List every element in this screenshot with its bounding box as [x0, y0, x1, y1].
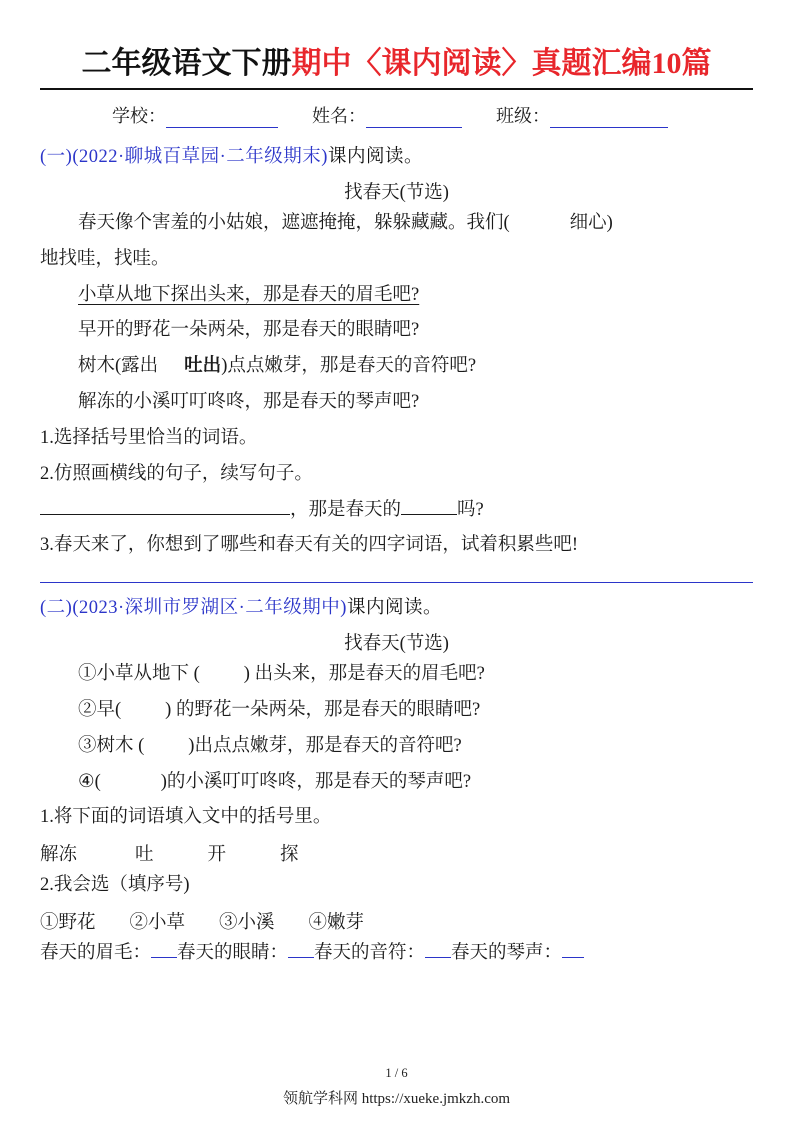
- section-2-answer-row: [40, 938, 753, 964]
- answer-label-4: 春天的琴声：: [451, 943, 563, 963]
- section-2-options: [40, 908, 753, 934]
- section-2-question-2: 2.我会选（填序号): [40, 875, 190, 896]
- section-2-passage-title: 找春天(节选): [344, 634, 449, 655]
- answer-label-2: 春天的眼睛：: [177, 943, 289, 963]
- answer-blank-3[interactable]: [425, 943, 451, 958]
- section-2-line-1: [40, 659, 753, 691]
- class-input-line[interactable]: [550, 113, 668, 128]
- title-part-red: 期中〈课内阅读〉真题汇编10篇: [291, 47, 712, 80]
- section-2-source: (二)(2023·深圳市罗湖区·二年级期中): [40, 598, 347, 619]
- section-2-line-3: [40, 731, 753, 763]
- page-title: [40, 38, 753, 82]
- s1-q2-text-b: 吗?: [457, 499, 484, 520]
- section-1-source: (一)(2022·聊城百草园·二年级期末): [40, 147, 328, 167]
- section-divider: [40, 582, 753, 583]
- section-2-question-1: 1.将下面的词语填入文中的括号里。: [40, 807, 332, 828]
- s2-l1-text-b: ) 出头来，那是春天的眉毛吧?: [243, 664, 485, 685]
- s1-underlined-sentence: 小草从地下探出头来，那是春天的眉毛吧?: [78, 284, 420, 305]
- page-footer: [0, 1066, 793, 1108]
- word-bank-item-1: 解冻: [40, 845, 78, 866]
- section-1-question-1: 1.选择括号里恰当的词语。: [40, 427, 258, 448]
- answer-item-2: [177, 943, 314, 963]
- section-1-paragraph-2: 地找哇，找哇。: [40, 248, 170, 269]
- section-1-sentence-2: 早开的野花一朵两朵，那是春天的眼睛吧?: [78, 320, 420, 341]
- option-4: ④嫩芽: [308, 913, 365, 933]
- s1-q2-text-a: ，那是春天的: [290, 499, 402, 520]
- section-1-question-2: 2.仿照画横线的句子，续写句子。: [40, 463, 313, 484]
- s2-l1-text-a: ①小草从地下 (: [78, 664, 200, 685]
- answer-blank-1[interactable]: [151, 943, 177, 958]
- section-2-type: 课内阅读。: [346, 598, 442, 619]
- answer-blank-2[interactable]: [288, 943, 314, 958]
- section-2-line-2: [40, 695, 753, 727]
- class-field: [496, 102, 668, 128]
- s2-l2-text-b: ) 的野花一朵两朵，那是春天的眼睛吧?: [165, 699, 481, 720]
- option-3: ③小溪: [219, 913, 275, 933]
- section-2-word-bank: [40, 840, 753, 866]
- school-input-line[interactable]: [166, 113, 278, 128]
- section-1-question-2-answer-line: [40, 495, 753, 527]
- section-1-type: 课内阅读。: [327, 147, 423, 167]
- section-1-sentence-3: [40, 351, 753, 383]
- option-1: ①野花: [40, 913, 96, 933]
- section-2-heading: [40, 593, 753, 619]
- footer-site: 领航学科网 https://xueke.jmkzh.com: [282, 1091, 511, 1107]
- s1-s3-text-b: 吐出: [184, 356, 222, 377]
- s2-l3-text-b: )出点点嫩芽，那是春天的音符吧?: [188, 735, 462, 756]
- s2-l4-text-a: ④(: [78, 771, 101, 792]
- class-label: 班级：: [496, 106, 550, 126]
- section-1-passage-title: 找春天(节选): [344, 183, 449, 203]
- answer-item-4: [451, 943, 584, 963]
- page-number: 1 / 6: [385, 1066, 408, 1080]
- section-1-question-3: 3.春天来了，你想到了哪些和春天有关的四字词语，试着积累些吧!: [40, 535, 579, 556]
- school-label: 学校：: [112, 106, 166, 126]
- name-field: [312, 102, 496, 128]
- school-field: [112, 102, 312, 128]
- name-label: 姓名：: [312, 106, 366, 126]
- s1-q2-blank-long[interactable]: [40, 499, 290, 515]
- student-info-row: [40, 102, 753, 128]
- word-bank-item-2: 吐: [135, 845, 154, 866]
- s2-l2-text-a: ②早(: [78, 699, 122, 720]
- word-bank-item-3: 开: [207, 845, 227, 866]
- s2-l3-text-a: ③树木 (: [78, 735, 145, 756]
- option-2: ②小草: [129, 913, 186, 933]
- answer-label-3: 春天的音符：: [314, 943, 426, 963]
- answer-label-1: 春天的眉毛：: [40, 943, 152, 963]
- title-part-black: 二年级语文下册: [81, 47, 292, 80]
- s1-p1-text-a: 春天像个害羞的小姑娘，遮遮掩掩，躲躲藏藏。我们(: [78, 213, 510, 233]
- name-input-line[interactable]: [366, 113, 462, 128]
- s2-l4-text-b: )的小溪叮叮咚咚，那是春天的琴声吧?: [160, 771, 472, 792]
- section-1-sentence-4: 解冻的小溪叮叮咚咚，那是春天的琴声吧?: [78, 392, 420, 413]
- word-bank-item-4: 探: [280, 845, 299, 866]
- section-1-sentence-1: [40, 280, 753, 312]
- title-divider: [40, 88, 753, 90]
- s1-s3-text-a: 树木(露出: [78, 356, 159, 377]
- section-2-line-4: [40, 767, 753, 799]
- answer-item-3: [314, 943, 451, 963]
- section-1-heading: [40, 142, 753, 168]
- s1-s3-text-c: )点点嫩芽，那是春天的音符吧?: [221, 356, 477, 377]
- answer-blank-4[interactable]: [562, 943, 584, 958]
- s1-p1-text-b: 细心): [569, 213, 613, 233]
- s1-q2-blank-short[interactable]: [401, 499, 457, 515]
- answer-item-1: [40, 943, 177, 963]
- section-1-paragraph-1: [40, 208, 753, 240]
